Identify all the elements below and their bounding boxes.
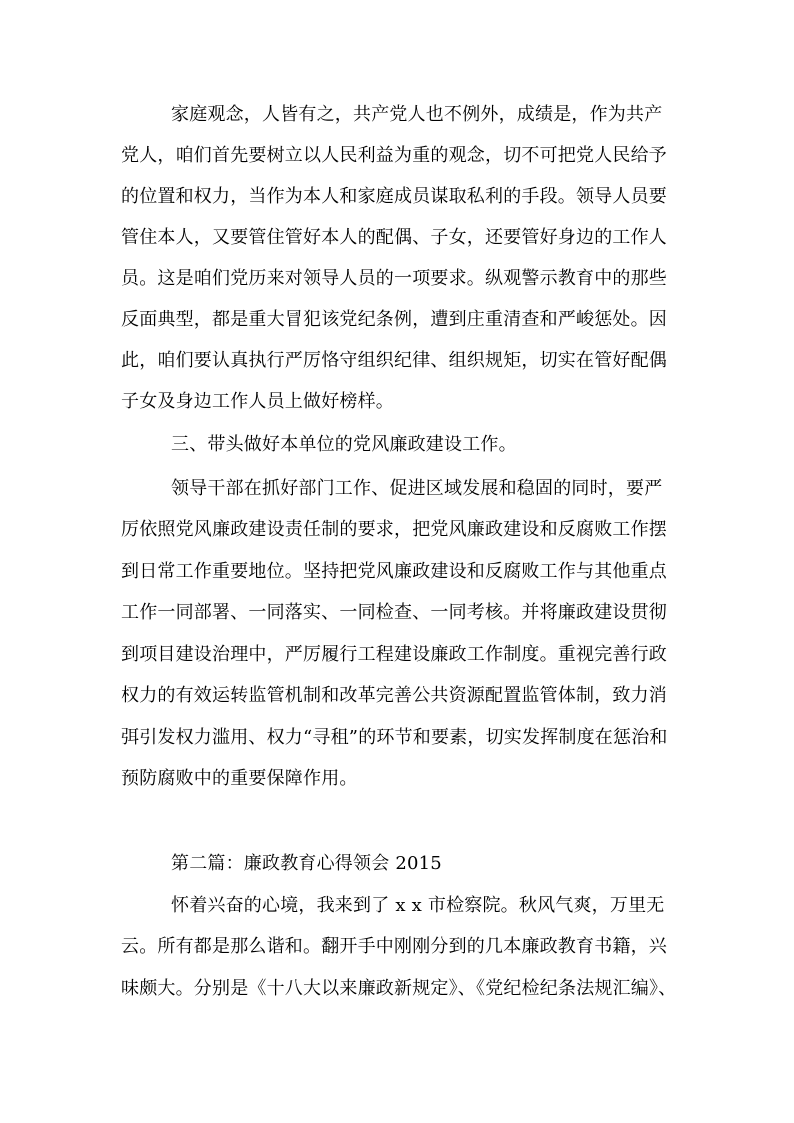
paragraph-line: 的位置和权力，当作为本人和家庭成员谋取私利的手段。领导人员要 — [121, 186, 667, 207]
paragraph-line: 到项目建设治理中，严厉履行工程建设廉政工作制度。重视完善行政 — [121, 644, 667, 665]
paragraph-line: 员。这是咱们党历来对领导人员的一项要求。纵观警示教育中的那些 — [121, 268, 667, 289]
article-heading: 第二篇：廉政教育心得领会 2015 — [171, 853, 442, 874]
paragraph-line: 此，咱们要认真执行严厉恪守组织纪律、组织规矩，切实在管好配偶 — [121, 350, 667, 371]
paragraph-line: 管住本人，又要管住管好本人的配偶、子女，还要管好身边的工作人 — [121, 227, 667, 248]
paragraph-line: 子女及身边工作人员上做好榜样。 — [121, 391, 394, 412]
paragraph-line: 权力的有效运转监管机制和改革完善公共资源配置监管体制，致力消 — [121, 685, 667, 706]
paragraph-line: 家庭观念，人皆有之，共产党人也不例外，成绩是，作为共产 — [171, 104, 663, 125]
paragraph-line: 味颇大。分别是《十八大以来廉政新规定》、《党纪检纪条法规汇编》、 — [121, 978, 677, 999]
paragraph-line: 弭引发权力滥用、权力“寻租”的环节和要素，切实发挥制度在惩治和 — [121, 727, 668, 748]
paragraph-line: 党人，咱们首先要树立以人民利益为重的观念，切不可把党人民给予 — [121, 145, 667, 166]
paragraph-line: 反面典型，都是重大冒犯该党纪条例，遭到庄重清查和严峻惩处。因 — [121, 309, 667, 330]
paragraph-line: 云。所有都是那么谐和。翻开手中刚刚分到的几本廉政教育书籍，兴 — [121, 936, 667, 957]
paragraph-line: 预防腐败中的重要保障作用。 — [121, 768, 358, 789]
paragraph-line: 怀着兴奋的心境，我来到了 x x 市检察院。秋风气爽，万里无 — [171, 895, 665, 916]
section-heading: 三、带头做好本单位的党风廉政建设工作。 — [171, 434, 517, 455]
paragraph-line: 工作一同部署、一同落实、一同检查、一同考核。并将廉政建设贯彻 — [121, 602, 667, 623]
paragraph-line: 到日常工作重要地位。坚持把党风廉政建设和反腐败工作与其他重点 — [121, 561, 667, 582]
paragraph-line: 厉依照党风廉政建设责任制的要求，把党风廉政建设和反腐败工作摆 — [121, 519, 667, 540]
paragraph-line: 领导干部在抓好部门工作、促进区域发展和稳固的同时，要严 — [171, 478, 663, 499]
